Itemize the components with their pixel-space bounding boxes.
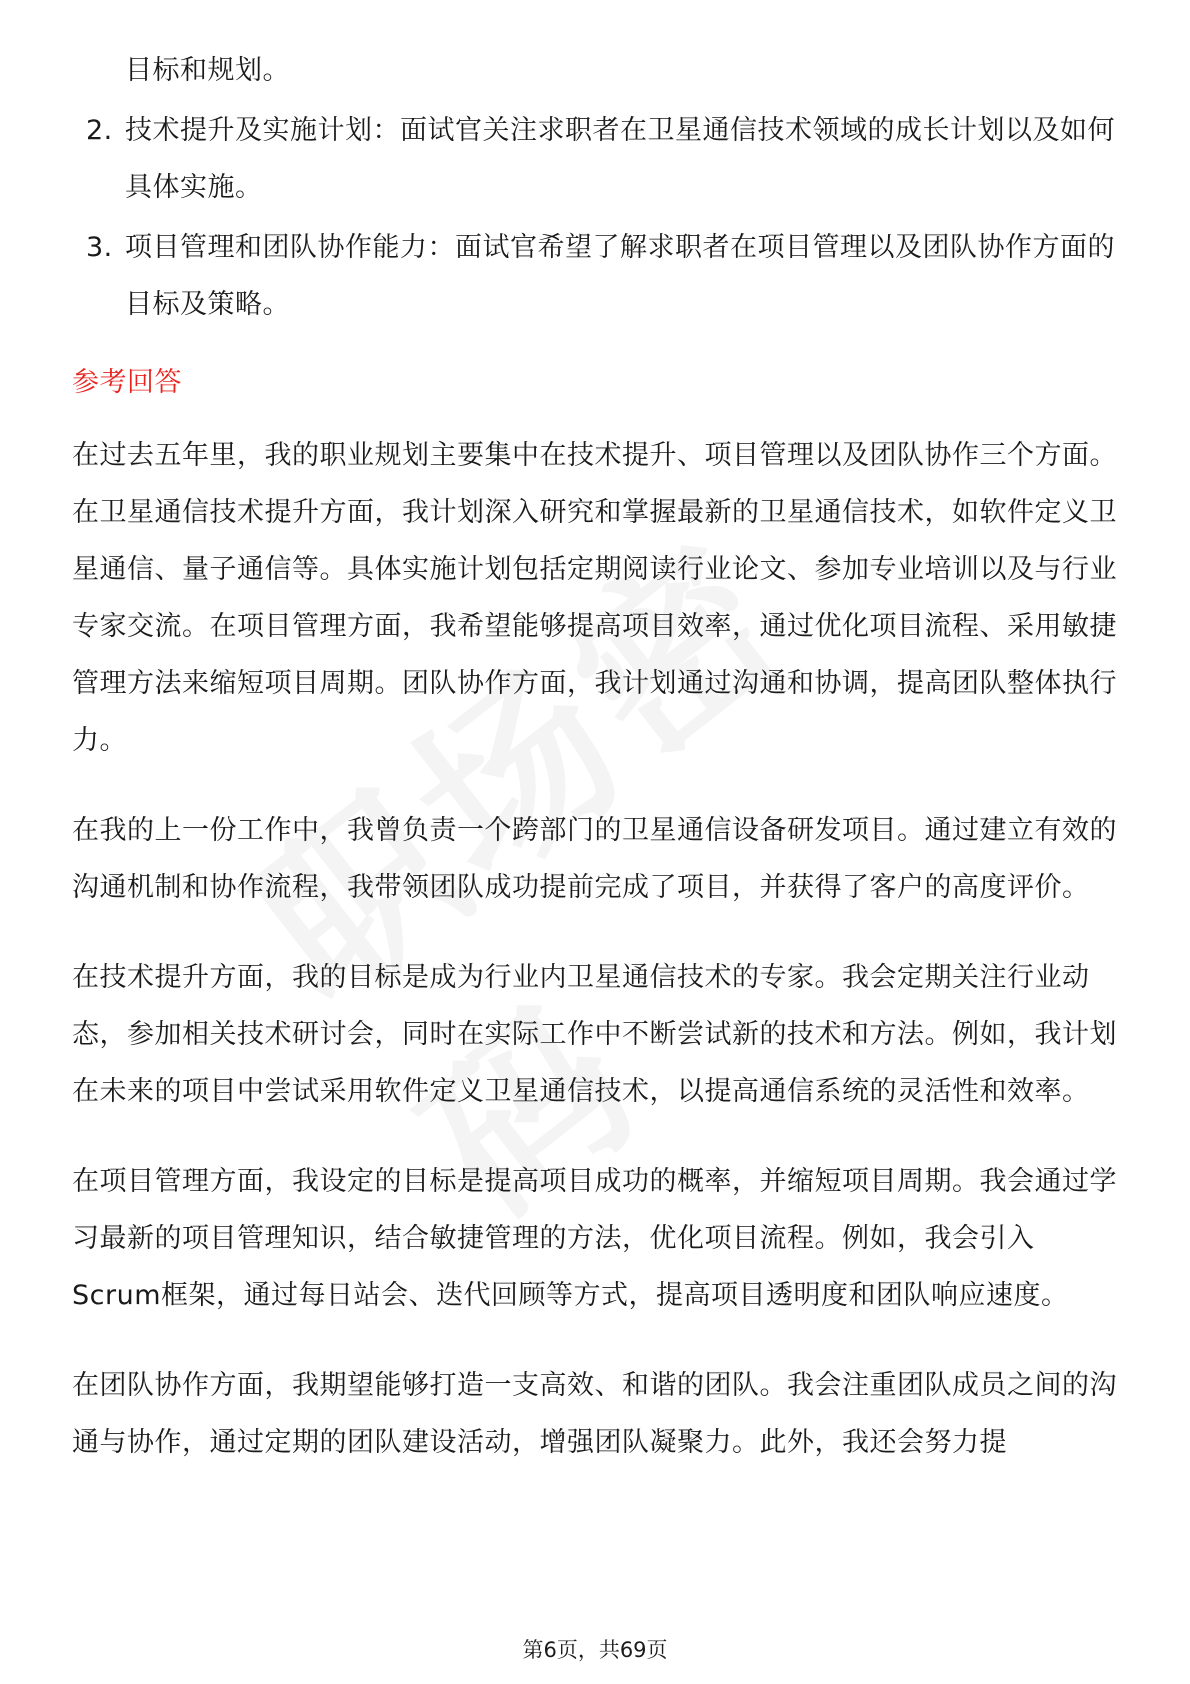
page-footer [0,1634,1190,1664]
answer-paragraph: 在技术提升方面，我的目标是成为行业内卫星通信技术的专家。我会定期关注行业动态，参加相关技术研讨会，同时在实际工作中不断尝试新的技术和方法。例如，我计划在未来的项目中尝试采用软件定义卫星通信技术，以提高通信系统的灵活性和效率。 [72,962,1117,1107]
list-item-text: 项目管理和团队协作能力：面试官希望了解求职者在项目管理以及团队协作方面的目标及策略。 [125,232,1115,320]
answer-paragraph: 在项目管理方面，我设定的目标是提高项目成功的概率，并缩短项目周期。我会通过学习最新的项目管理知识，结合敏捷管理的方法，优化项目流程。例如，我会引入Scrum框架，通过每日站会、迭代回顾等方式，提高项目透明度和团队响应速度。 [72,1166,1117,1311]
question-focus-list [72,42,1118,333]
page-number-label: 第6页，共69页 [522,1638,668,1662]
list-item [72,42,1118,99]
list-item-number: 3. [86,232,113,263]
list-item [72,219,1118,333]
list-item [72,102,1118,216]
document-body [72,42,1118,1504]
list-item-text: 技术提升及实施计划：面试官关注求职者在卫星通信技术领域的成长计划以及如何具体实施。 [125,115,1115,203]
list-item-text: 目标和规划。 [125,55,290,86]
list-item-number: 2. [86,115,113,146]
answer-paragraph: 在团队协作方面，我期望能够打造一支高效、和谐的团队。我会注重团队成员之间的沟通与协作，通过定期的团队建设活动，增强团队凝聚力。此外，我还会努力提 [72,1370,1117,1458]
answer-paragraph: 在过去五年里，我的职业规划主要集中在技术提升、项目管理以及团队协作三个方面。在卫星通信技术提升方面，我计划深入研究和掌握最新的卫星通信技术，如软件定义卫星通信、量子通信等。具体实施计划包括定期阅读行业论文、参加专业培训以及与行业专家交流。在项目管理方面，我希望能够提高项目效率，通过优化项目流程、采用敏捷管理方法来缩短项目周期。团队协作方面，我计划通过沟通和协调，提高团队整体执行力。 [72,440,1117,756]
section-heading-reference-answer: 参考回答 [72,367,182,398]
answer-paragraph: 在我的上一份工作中，我曾负责一个跨部门的卫星通信设备研发项目。通过建立有效的沟通机制和协作流程，我带领团队成功提前完成了项目，并获得了客户的高度评价。 [72,815,1117,903]
